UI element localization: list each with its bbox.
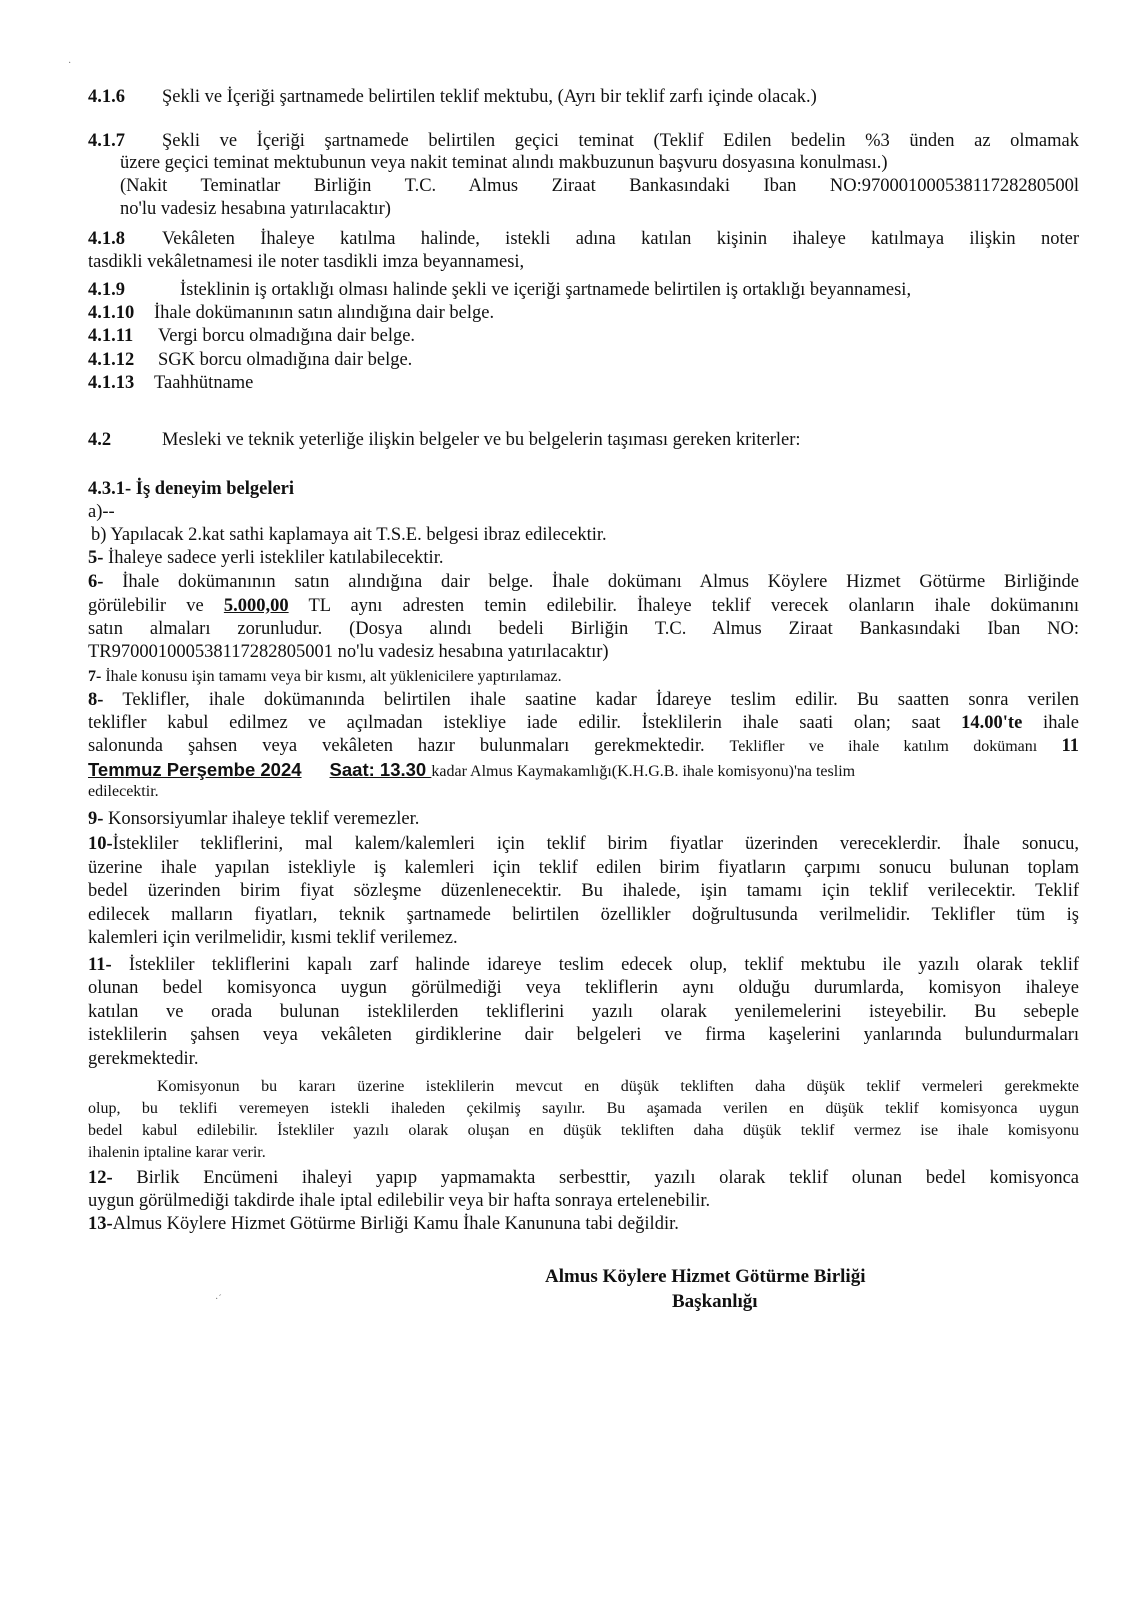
paragraph-5: 5- İhaleye sadece yerli istekliler katılabilecektir. [88,548,444,568]
scan-speck: ·ˊ [215,1294,222,1305]
paragraph-12-line-1: 12- Birlik Encümeni ihaleyi yapıp yapmamakta serbesttir, yazılı olarak teklif olunan bedel komisyonca [88,1168,1080,1188]
document-fee-amount: 5.000,00 [223,596,289,616]
paragraph-8-line-1: 8- Teklifler, ihale dokümanında belirtilen ihale saatine kadar İdareye teslim edilir. Bu saatten sonra verilen [88,690,1079,710]
paragraph-6-line-3: satın almaları zorunludur. (Dosya alındı bedeli Birliğin T.C. Almus Ziraat Bankasındaki Iban NO: [88,619,1079,639]
item-4-2: 4.2 Mesleki ve teknik yeterliğe ilişkin belgeler ve bu belgelerin taşıması gereken kriterler: [88,430,801,450]
deadline-date: Temmuz Perşembe 2024 [88,759,302,780]
paragraph-8-line-5: edilecektir. [88,783,159,800]
paragraph-10-line-2: üzerine ihale yapılan istekliyle iş kalemleri için teklif edilen birim fiyatların çarpımı sonucu bulunan toplam [88,858,1079,878]
paragraph-6-line-2: görülebilir ve 5.000,00 TL aynı adresten temin edilebilir. İhaleye teklif verecek olanların ihale dokümanını [88,596,1079,616]
signature-line-1: Almus Köylere Hizmet Götürme Birliği [545,1266,866,1287]
komisyon-line-3: bedel kabul edilebilir. İstekliler yazılı olarak oluşan en düşük tekliften daha düşük teklif vermez ise ihale komisyonu [88,1122,1079,1139]
paragraph-10-line-1: 10-İstekliler tekliflerini, mal kalem/kalemleri için teklif birim fiyatlar üzerinden vereceklerdir. İhale sonucu, [88,834,1079,854]
item-4-1-10: 4.1.10 İhale dokümanının satın alındığına dair belge. [88,303,495,323]
item-4-1-7-line-1: 4.1.7 Şekli ve İçeriği şartnamede belirtilen geçici teminat (Teklif Edilen bedelin %3 ünden az olmamak [88,131,1079,151]
item-4-1-7-line-3: (Nakit Teminatlar Birliğin T.C. Almus Ziraat Bankasındaki Iban NO:97000100053811728280500l [120,176,1079,196]
paragraph-11-line-2: olunan bedel komisyonca uygun görülmediği veya tekliflerin aynı olduğu durumlarda, komisyon ihaleye [88,978,1079,998]
item-4-1-9: 4.1.9 İsteklinin iş ortaklığı olması halinde şekli ve içeriği şartnamede belirtilen iş ortaklığı beyannamesi, [88,280,912,300]
paragraph-10-line-5: kalemleri için verilmelidir, kısmi teklif verilemez. [88,928,458,948]
tender-time: 14.00'te [961,713,1023,733]
item-4-1-12: 4.1.12 SGK borcu olmadığına dair belge. [88,350,413,370]
paragraph-6-line-4: TR970001000538117282805001 no'lu vadesiz hesabına yatırılacaktır) [88,642,609,662]
komisyon-line-4: ihalenin iptaline karar verir. [88,1144,266,1161]
paragraph-8-line-4: Temmuz Perşembe 2024 Saat: 13.30 kadar Almus Kaymakamlığı(K.H.G.B. ihale komisyonu)'na teslim [88,759,856,780]
scan-speck: · [68,58,72,69]
item-4-1-7-line-4: no'lu vadesiz hesabına yatırılacaktır) [120,199,391,219]
komisyon-line-1: Komisyonun bu kararı üzerine isteklilerin mevcut en düşük tekliften daha düşük teklif vermeleri gerekmekte [157,1078,1079,1095]
section-4-3-1-heading: 4.3.1- İş deneyim belgeleri [88,479,295,499]
item-4-1-8-line-1: 4.1.8 Vekâleten İhaleye katılma halinde, istekli adına katılan kişinin ihaleye katılmaya ilişkin noter [88,229,1079,249]
item-4-1-8-line-2: tasdikli vekâletnamesi ile noter tasdikli imza beyannamesi, [88,252,525,272]
item-4-1-7-line-2: üzere geçici teminat mektubunun veya nakit teminat alındı makbuzunun başvuru dosyasına konulması.) [120,153,888,173]
paragraph-11-line-3: katılan ve orada bulunan isteklilerden tekliflerini yazılı olarak yenilemelerini isteyebilir. Bu sebeple [88,1002,1079,1022]
paragraph-11-line-4: isteklilerin şahsen veya vekâleten girdiklerine dair belgeleri ve firma kaşelerini yanlarında bulundurmaları [88,1025,1079,1045]
paragraph-11-line-1: 11- İstekliler tekliflerini kapalı zarf halinde idareye teslim edecek olup, teklif mektubu ile yazılı olarak teklif [88,955,1079,975]
item-4-1-6: 4.1.6 Şekli ve İçeriği şartnamede belirtilen teklif mektubu, (Ayrı bir teklif zarfı içinde olacak.) [88,87,817,107]
paragraph-10-line-3: bedel üzerinden birim fiyat sözleşme düzenlenecektir. Bu ihalede, işin tamamı için teklif verilecektir. Teklif [88,881,1079,901]
paragraph-8-line-2: teklifler kabul edilmez ve açılmadan istekliye iade edilir. İsteklilerin ihale saati olan; saat 14.00'te ihale [88,713,1080,733]
paragraph-11-line-5: gerekmektedir. [88,1049,199,1069]
section-4-3-1-a: a)-- [88,502,115,522]
paragraph-13: 13-Almus Köylere Hizmet Götürme Birliği Kamu İhale Kanununa tabi değildir. [88,1214,679,1234]
paragraph-7: 7- İhale konusu işin tamamı veya bir kısmı, alt yüklenicilere yaptırılamaz. [88,668,562,685]
paragraph-8-line-3: salonunda şahsen veya vekâleten hazır bulunmaları gerekmektedir. Teklifler ve ihale katılım dokümanı 11 [88,736,1079,756]
komisyon-line-2: olup, bu teklifi veremeyen istekli ihaleden çekilmiş sayılır. Bu aşamada verilen en düşük teklif komisyonca uygun [88,1100,1079,1117]
deadline-time: Saat: 13.30 [329,759,432,780]
section-4-3-1-b: b) Yapılacak 2.kat sathi kaplamaya ait T.S.E. belgesi ibraz edilecektir. [91,525,607,545]
paragraph-12-line-2: uygun görülmediği takdirde ihale iptal edilebilir veya bir hafta sonraya ertelenebilir. [88,1191,711,1211]
item-4-1-11: 4.1.11 Vergi borcu olmadığına dair belge. [88,326,416,346]
item-4-1-13: 4.1.13 Taahhütname [88,373,254,393]
paragraph-9: 9- Konsorsiyumlar ihaleye teklif veremezler. [88,809,420,829]
signature-line-2: Başkanlığı [672,1291,758,1312]
paragraph-10-line-4: edilecek malların fiyatları, teknik şartnamede belirtilen özellikler doğrultusunda verilmelidir. Teklifler tüm iş [88,905,1079,925]
paragraph-6-line-1: 6- İhale dokümanının satın alındığına dair belge. İhale dokümanı Almus Köylere Hizmet Götürme Birliğinde [88,572,1080,592]
